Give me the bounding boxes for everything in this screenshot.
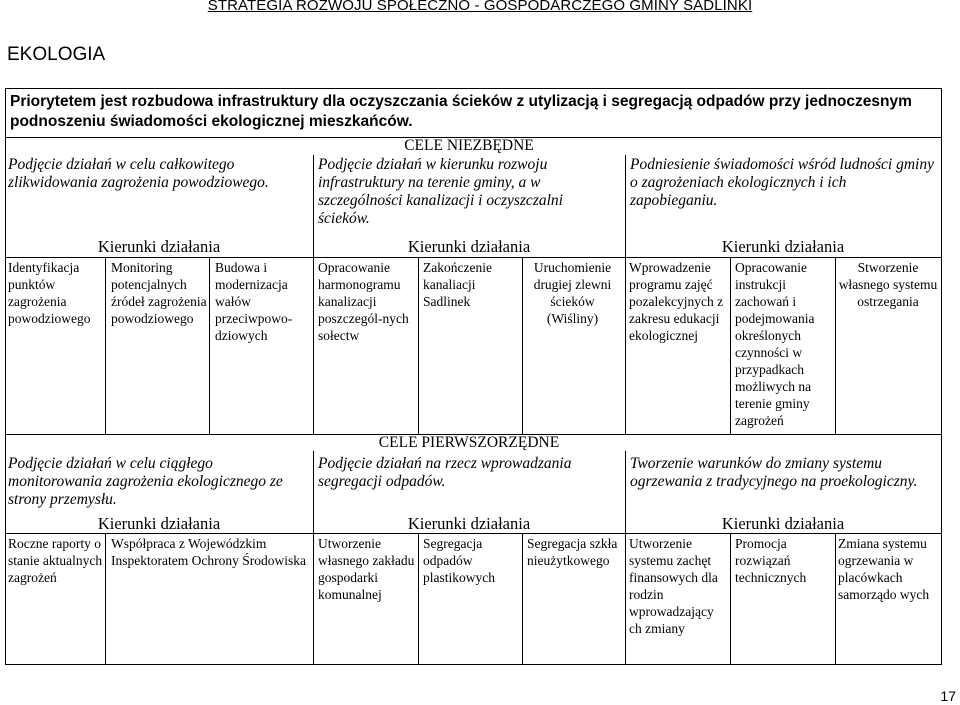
upper-action-1: Identyfikacja punktów zagrożenia powodziowego <box>8 260 91 326</box>
upper-kierunki-label-3: Kierunki działania <box>721 237 845 256</box>
lower-goal-3: Tworzenie warunków do zmiany systemu ogrzewania z tradycyjnego na proekologiczny. <box>630 455 918 490</box>
lower-kierunki-label-2: Kierunki działania <box>407 514 531 533</box>
lower-goal-2: Podjęcie działań na rzecz wprowadzania segregacji odpadów. <box>318 455 572 490</box>
upper-action-2: Monitoring potencjalnych źródeł zagrożenia powodziowego <box>111 260 207 326</box>
lower-action-5: Segregacja szkła nieużytkowego <box>527 536 618 568</box>
upper-goal-1: Podjęcie działań w celu całkowitego zlikwidowania zagrożenia powodziowego. <box>8 156 269 191</box>
lower-action-7: Promocja rozwiązań technicznych <box>735 536 807 585</box>
lower-kierunki-label-3: Kierunki działania <box>721 514 845 533</box>
lower-action-2: Współpraca z Wojewódzkim Inspektoratem Ochrony Środowiska <box>111 536 306 568</box>
cele-pierwszorzedne-heading: CELE PIERWSZORZĘDNE <box>378 434 560 451</box>
priority-statement: Priorytetem jest rozbudowa infrastruktury dla oczyszczania ścieków z utylizacją i segregacją odpadów przy jednoczesnym podnoszeniu świadomości ekologicznej mieszkańców. <box>10 93 912 130</box>
section-heading: EKOLOGIA <box>7 44 106 65</box>
page-number: 17 <box>940 688 956 704</box>
lower-action-1: Roczne raporty o stanie aktualnych zagrożeń <box>8 536 103 585</box>
lower-goal-1: Podjęcie działań w celu ciągłego monitorowania zagrożenia ekologicznego ze strony przemysłu. <box>8 455 283 508</box>
upper-action-4: Opracowanie harmonogramu kanalizacji poszczegól-nych sołectw <box>318 260 409 343</box>
lower-action-3: Utworzenie własnego zakładu gospodarki komunalnej <box>318 536 415 602</box>
upper-goal-2: Podjęcie działań w kierunku rozwoju infrastruktury na terenie gminy, a w szczególności kanalizacji i oczyszczalni ścieków. <box>318 156 563 227</box>
upper-goal-3: Podniesienie świadomości wśród ludności gminy o zagrożeniach ekologicznych i ich zapobieganiu. <box>630 156 934 209</box>
upper-action-9: Stworzenie własnego systemu ostrzegania <box>838 260 938 309</box>
upper-action-7: Wprowadzenie programu zajęć pozalekcyjnych z zakresu edukacji ekologicznej <box>629 260 724 343</box>
upper-action-3: Budowa i modernizacja wałów przeciwpowo-dziowych <box>215 260 293 343</box>
lower-action-4: Segregacja odpadów plastikowych <box>423 536 495 585</box>
upper-action-5: Zakończenie kanaliacji Sadlinek <box>423 260 492 309</box>
upper-kierunki-label-2: Kierunki działania <box>407 237 531 256</box>
document-title: STRATEGIA ROZWOJU SPOŁECZNO - GOSPODARCZEGO GMINY SADLINKI <box>207 0 753 14</box>
lower-action-8: Zmiana systemu ogrzewania w placówkach samorządo wych <box>838 536 930 602</box>
upper-action-8: Opracowanie instrukcji zachowań i podejmowania określonych czynności w przypadkach możliwych na terenie gminy zagrożeń <box>735 260 815 428</box>
upper-action-6: Uruchomienie drugiej zlewni ścieków (Wiśliny) <box>533 260 612 326</box>
lower-action-6: Utworzenie systemu zachęt finansowych dla rodzin wprowadzający ch zmiany <box>629 536 718 636</box>
lower-kierunki-label-1: Kierunki działania <box>97 514 221 533</box>
upper-kierunki-label-1: Kierunki działania <box>97 237 221 256</box>
cele-niezbedne-heading: CELE NIEZBĘDNE <box>404 137 534 154</box>
